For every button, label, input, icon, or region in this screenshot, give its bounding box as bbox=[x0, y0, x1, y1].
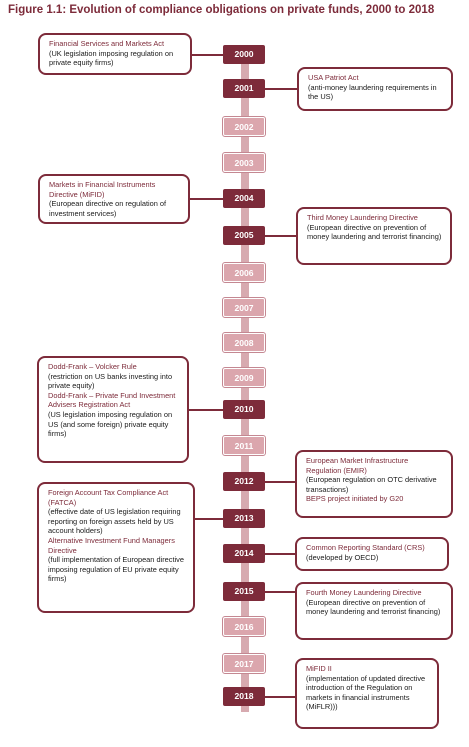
event-description: (European directive on prevention of money laundering and terrorist financing) bbox=[307, 222, 442, 242]
connector-2012 bbox=[265, 481, 295, 483]
event-description: (effective date of US legislation requiring reporting on foreign assets held by US account holders) bbox=[48, 507, 181, 536]
event-description: (developed by OECD) bbox=[306, 552, 379, 562]
event-heading: Financial Services and Markets Act bbox=[49, 39, 165, 48]
year-2012: 2012 bbox=[223, 472, 265, 491]
connector-2010 bbox=[189, 409, 223, 411]
event-description: (anti-money laundering requirements in the US) bbox=[308, 82, 437, 102]
event-description: (implementation of updated directive introduction of the Regulation on markets in financial instruments (MiFLR))) bbox=[306, 673, 426, 712]
event-description: (European directive on regulation of investment services) bbox=[49, 199, 167, 218]
connector-2013 bbox=[195, 518, 223, 520]
year-2014: 2014 bbox=[223, 544, 265, 563]
event-description-2: (full implementation of European directive imposing regulation of EU private equity firms) bbox=[48, 555, 184, 584]
event-box-2015 bbox=[295, 582, 453, 640]
event-box-2018 bbox=[295, 658, 439, 729]
year-2006: 2006 bbox=[223, 263, 265, 282]
event-heading: European Market Infrastructure Regulation (EMIR) bbox=[306, 456, 409, 475]
event-box-2001 bbox=[297, 67, 453, 111]
event-description: (European regulation on OTC derivative transactions) bbox=[306, 475, 437, 494]
year-2011: 2011 bbox=[223, 436, 265, 455]
year-2004: 2004 bbox=[223, 189, 265, 208]
year-2013: 2013 bbox=[223, 509, 265, 528]
year-2005: 2005 bbox=[223, 226, 265, 245]
event-heading: MiFID II bbox=[306, 664, 332, 673]
event-heading-2: Alternative Investment Fund Managers Directive bbox=[48, 535, 175, 555]
event-box-2013 bbox=[37, 482, 195, 613]
figure-title: Figure 1.1: Evolution of compliance obligations on private funds, 2000 to 2018 bbox=[8, 4, 435, 16]
event-box-2010 bbox=[37, 356, 189, 463]
event-description: (European directive on prevention of money laundering and terrorist financing) bbox=[306, 597, 441, 617]
year-2018: 2018 bbox=[223, 687, 265, 706]
year-2009: 2009 bbox=[223, 368, 265, 387]
connector-2000 bbox=[192, 54, 223, 56]
year-2002: 2002 bbox=[223, 117, 265, 136]
event-heading: Common Reporting Standard (CRS) bbox=[306, 543, 425, 552]
event-box-2004 bbox=[38, 174, 190, 224]
year-2003: 2003 bbox=[223, 153, 265, 172]
event-box-2014 bbox=[295, 537, 449, 571]
year-2016: 2016 bbox=[223, 617, 265, 636]
year-2008: 2008 bbox=[223, 333, 265, 352]
event-heading: Fourth Money Laundering Directive bbox=[306, 588, 422, 597]
year-2000: 2000 bbox=[223, 45, 265, 64]
event-heading: Dodd-Frank – Volcker Rule bbox=[48, 362, 137, 371]
event-box-2005 bbox=[296, 207, 452, 265]
event-description-2: (US legislation imposing regulation on US (and some foreign) private equity firms) bbox=[48, 409, 173, 439]
connector-2018 bbox=[265, 696, 295, 698]
event-description: (restriction on US banks investing into private equity) bbox=[48, 371, 173, 391]
connector-2014 bbox=[265, 553, 295, 555]
event-description: (UK legislation imposing regulation on private equity firms) bbox=[49, 48, 174, 68]
event-box-2012 bbox=[295, 450, 453, 518]
connector-2005 bbox=[265, 235, 296, 237]
event-heading: Third Money Laundering Directive bbox=[307, 213, 418, 222]
year-2017: 2017 bbox=[223, 654, 265, 673]
event-box-2000 bbox=[38, 33, 192, 75]
year-2001: 2001 bbox=[223, 79, 265, 98]
event-heading-2: BEPS project initiated by G20 bbox=[306, 494, 404, 504]
year-2010: 2010 bbox=[223, 400, 265, 419]
event-heading-2: Dodd-Frank – Private Fund Investment Advisers Registration Act bbox=[48, 390, 176, 410]
event-heading: Markets in Financial Instruments Directive (MiFID) bbox=[49, 180, 156, 199]
connector-2004 bbox=[190, 198, 223, 200]
year-2015: 2015 bbox=[223, 582, 265, 601]
event-heading: Foreign Account Tax Compliance Act (FATCA) bbox=[48, 488, 169, 507]
event-heading: USA Patriot Act bbox=[308, 73, 359, 82]
connector-2015 bbox=[265, 591, 295, 593]
year-2007: 2007 bbox=[223, 298, 265, 317]
connector-2001 bbox=[265, 88, 297, 90]
